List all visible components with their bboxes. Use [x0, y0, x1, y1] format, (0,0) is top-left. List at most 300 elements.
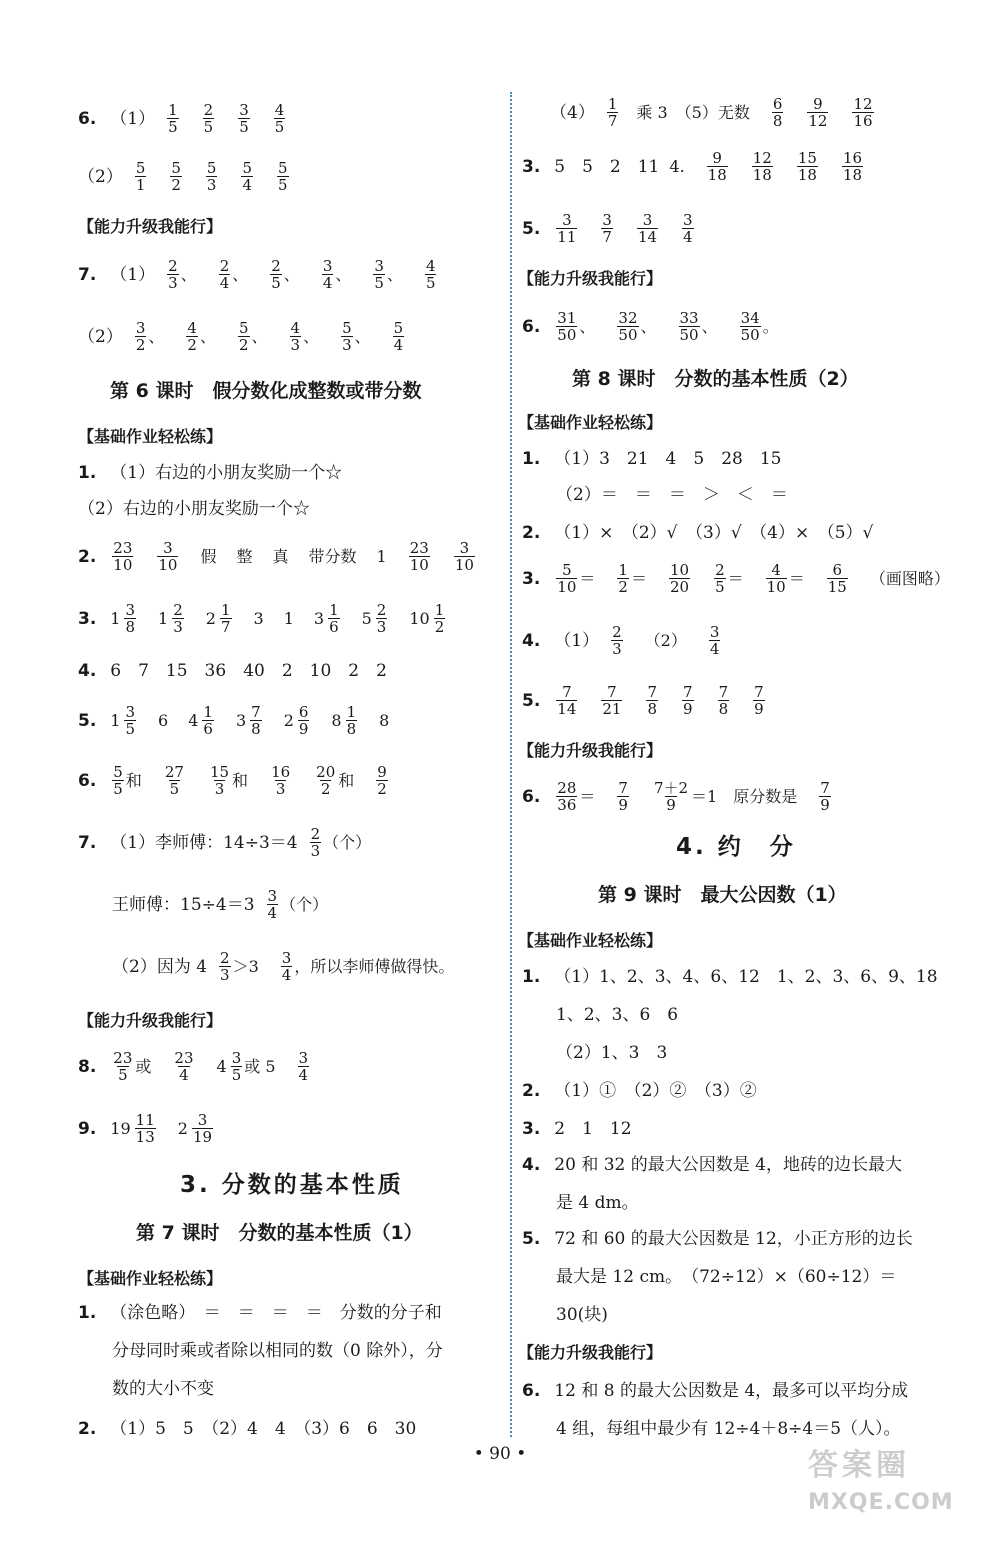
answer-items	[78, 540, 497, 573]
question-number: 4.	[522, 630, 541, 651]
answer-item	[645, 630, 687, 652]
answer-text: （1）① （2）② （3）②	[554, 1081, 757, 1101]
mixed-number-whole: 4	[216, 1056, 227, 1076]
answer-items	[522, 780, 853, 813]
item-suffix: 、	[180, 264, 197, 284]
answer-line	[78, 826, 391, 859]
answer-text: 30(块)	[556, 1305, 608, 1325]
item-text: 整	[236, 546, 253, 566]
answer-items	[522, 562, 970, 595]
question-number: 3.	[522, 156, 541, 177]
fraction-numerator: 7	[820, 779, 830, 797]
fraction-numerator: 3	[683, 211, 693, 229]
answer-line	[522, 780, 853, 813]
fraction-numerator: 7	[607, 683, 617, 701]
answer-item	[738, 310, 779, 343]
fraction	[753, 684, 765, 717]
answer-line	[556, 1004, 678, 1026]
item-text: 假	[200, 546, 217, 566]
answer-label: （2）	[78, 326, 123, 347]
fraction-denominator: 5	[274, 118, 285, 136]
answer-line	[110, 380, 421, 403]
answer-item	[110, 540, 135, 573]
answer-text: 12 和 8 的最大公因数是 4，最多可以平均分成	[554, 1381, 909, 1401]
answer-item	[308, 826, 372, 859]
fraction-numerator: 3	[125, 703, 136, 721]
answer-line	[522, 448, 781, 470]
answer-item	[374, 764, 390, 797]
fraction-numerator: 23	[409, 539, 429, 557]
fraction-denominator: 5	[169, 780, 180, 798]
item-text: 3	[253, 608, 264, 628]
fraction-numerator: 3	[135, 319, 146, 337]
section-tag: 【基础作业轻松练】	[78, 427, 223, 446]
fraction	[290, 320, 302, 353]
fraction	[328, 602, 340, 635]
unit-title: 4. 约 分	[676, 834, 796, 860]
fraction-denominator: 3	[168, 274, 178, 292]
fraction	[173, 1050, 194, 1083]
fraction-numerator: 2	[219, 257, 230, 275]
mixed-number-whole: 1	[110, 608, 121, 628]
fraction	[617, 562, 629, 595]
fraction	[556, 212, 577, 245]
fraction-denominator: 3	[290, 336, 301, 354]
answer-item	[133, 160, 149, 193]
answer-item	[554, 780, 595, 813]
fraction-numerator: 5	[206, 159, 217, 177]
item-suffix: ＝	[630, 568, 647, 588]
answer-text-line	[522, 1192, 902, 1214]
answer-item	[870, 568, 950, 590]
fraction-denominator: 4	[683, 228, 693, 246]
answer-item	[605, 96, 750, 129]
fraction	[556, 684, 577, 717]
answer-item	[751, 684, 767, 717]
fraction	[274, 102, 286, 135]
answer-item	[339, 320, 371, 353]
answer-item	[615, 780, 631, 813]
item-suffix: 和	[125, 770, 142, 790]
answer-text-line	[78, 1302, 443, 1324]
answer-label: （1）	[110, 264, 156, 285]
answer-item	[296, 1050, 312, 1083]
answer-item	[423, 258, 439, 291]
question-number: 4.	[522, 1155, 541, 1175]
fraction	[186, 320, 198, 353]
item-text: 6	[158, 710, 169, 730]
fraction-numerator: 7	[683, 683, 693, 701]
answer-line	[522, 212, 716, 245]
answer-line	[78, 1010, 222, 1032]
fraction-denominator: 3	[220, 966, 230, 984]
fraction-denominator: 2	[187, 336, 197, 354]
question-number: 6.	[78, 770, 97, 791]
fraction-denominator: 10	[113, 556, 133, 574]
item-suffix: ＝	[579, 786, 596, 806]
fraction	[310, 826, 322, 859]
fraction	[192, 1112, 213, 1145]
fraction-denominator: 36	[557, 796, 577, 814]
answer-line	[78, 1050, 331, 1083]
question-number: 5.	[522, 218, 541, 239]
fraction-denominator: 3	[275, 780, 286, 798]
watermark-top: 答案圈	[808, 1448, 910, 1483]
fraction	[601, 212, 613, 245]
question-number: 7.	[78, 264, 97, 285]
fraction-numerator: 6	[298, 703, 309, 721]
answer-text-line	[78, 1378, 443, 1400]
section-tag: 【能力升级我能行】	[518, 741, 663, 760]
fraction-numerator: 3	[459, 539, 470, 557]
fraction-numerator: 5	[242, 159, 253, 177]
item-suffix: 或	[135, 1056, 152, 1076]
answer-items	[78, 704, 409, 737]
answer-items	[522, 310, 799, 343]
answer-line	[136, 1222, 423, 1245]
fraction-denominator: 50	[679, 326, 699, 344]
fraction-denominator: 19	[192, 1128, 213, 1146]
answer-item	[275, 160, 291, 193]
answer-line	[78, 764, 410, 797]
fraction-numerator: 2	[612, 623, 622, 641]
answer-item	[599, 684, 624, 717]
fraction-denominator: 8	[251, 720, 261, 738]
fraction-numerator: 3	[709, 623, 720, 641]
fraction-numerator: 10	[669, 561, 690, 579]
fraction-denominator: 5	[125, 720, 136, 738]
answer-item	[677, 310, 718, 343]
answer-items	[78, 102, 307, 135]
item-suffix: （个）	[280, 894, 329, 914]
fraction-numerator: 2	[173, 601, 183, 619]
fraction	[124, 704, 136, 737]
answer-items	[78, 258, 458, 291]
fraction-denominator: 12	[808, 112, 828, 130]
answer-line	[522, 150, 885, 183]
question-number: 5.	[78, 710, 97, 731]
answer-item	[155, 540, 180, 573]
answer-item	[712, 562, 744, 595]
answer-label: 5 5 2 11	[554, 156, 660, 177]
mixed-number-whole: 2	[283, 710, 294, 730]
answer-line	[572, 368, 859, 391]
fraction-numerator: 7	[562, 683, 572, 701]
fraction-numerator: 3	[322, 257, 333, 275]
answer-item	[609, 624, 625, 657]
answer-item	[284, 608, 294, 630]
answer-item	[409, 602, 447, 635]
fraction-numerator: 7	[618, 779, 628, 797]
question-number: 2.	[522, 523, 541, 543]
fraction-denominator: 10	[409, 556, 429, 574]
fraction-denominator: 1	[135, 176, 146, 194]
question-number: 1.	[78, 463, 97, 483]
answer-item	[201, 102, 217, 135]
fraction-denominator: 10	[766, 578, 786, 596]
item-suffix: 、	[251, 326, 268, 346]
answer-line	[78, 1302, 443, 1416]
answer-item	[379, 710, 389, 732]
answer-line	[550, 96, 896, 129]
fraction-denominator: 5	[715, 578, 725, 596]
fraction-numerator: 23	[113, 539, 133, 557]
item-suffix: （个）	[323, 832, 372, 852]
answer-item	[236, 102, 252, 135]
fraction	[298, 1050, 310, 1083]
mixed-number-whole: 2	[205, 608, 216, 628]
answer-item	[272, 102, 288, 135]
fraction-denominator: 3	[310, 842, 321, 860]
fraction-denominator: 6	[203, 720, 213, 738]
fraction-denominator: 15	[827, 578, 847, 596]
answer-item	[651, 780, 797, 813]
answer-text-line	[522, 1418, 908, 1440]
answer-item	[237, 546, 253, 568]
answer-items	[78, 602, 467, 635]
fraction	[827, 562, 848, 595]
answer-line	[676, 836, 796, 860]
fraction-denominator: 2	[434, 618, 445, 636]
answer-item	[158, 710, 168, 732]
fraction-denominator: 4	[709, 640, 720, 658]
fraction-numerator: 5	[393, 319, 404, 337]
answer-items	[550, 96, 896, 129]
answer-items	[78, 1112, 235, 1145]
lesson-title: 第 9 课时 最大公因数（1）	[598, 884, 847, 906]
fraction-numerator: 1	[434, 601, 445, 619]
answer-line	[180, 1174, 404, 1198]
mixed-number-whole: 10	[409, 608, 430, 628]
fraction-numerator: 3	[642, 211, 653, 229]
answer-text-line	[522, 1380, 908, 1402]
fraction-numerator: 1	[346, 703, 357, 721]
fraction	[752, 150, 773, 183]
fraction-denominator: 8	[125, 618, 136, 636]
answer-item	[770, 96, 786, 129]
fraction-denominator: 4	[219, 274, 230, 292]
fraction	[112, 764, 124, 797]
fraction	[807, 96, 828, 129]
fraction-numerator: 3	[602, 211, 612, 229]
fraction	[202, 704, 214, 737]
item-text: （画图略）	[869, 568, 950, 588]
fraction-numerator: 6	[832, 561, 843, 579]
answer-item	[371, 258, 403, 291]
answer-text: 2 1 12	[554, 1119, 632, 1139]
fraction	[842, 150, 863, 183]
answer-text: 数的大小不变	[112, 1379, 214, 1399]
fraction-numerator: 7＋2	[653, 779, 689, 797]
answer-items	[522, 684, 787, 717]
watermark-logo	[808, 1440, 976, 1536]
answer-items	[522, 624, 742, 657]
answer-text: （1）1、2、3、4、6、12 1、2、3、6、9、18	[554, 967, 938, 987]
fraction-denominator: 18	[797, 166, 817, 184]
fraction	[611, 624, 623, 657]
item-suffix: ＝	[788, 568, 805, 588]
fraction-numerator: 5	[278, 159, 288, 177]
fraction	[172, 602, 184, 635]
answer-item	[200, 546, 216, 568]
watermark-bottom: MXQE.COM	[808, 1490, 954, 1515]
answer-item	[554, 562, 595, 595]
lesson-title: 第 6 课时 假分数化成整数或带分数	[110, 380, 422, 402]
page-number: • 90 •	[473, 1444, 527, 1464]
question-number: 6.	[522, 1381, 541, 1401]
answer-item	[750, 150, 775, 183]
answer-item	[805, 96, 830, 129]
fraction-denominator: 5	[231, 1066, 242, 1084]
fraction	[376, 602, 388, 635]
mixed-number-whole: 19	[110, 1118, 131, 1138]
fraction-denominator: 5	[118, 1066, 128, 1084]
item-text: （2）	[644, 630, 687, 650]
answer-text: （1）5 5 （2）4 4 （3）6 6 30	[110, 1419, 417, 1439]
question-number: 3.	[522, 568, 541, 589]
fraction-numerator: 31	[557, 309, 577, 327]
answer-item	[362, 602, 390, 635]
fraction	[219, 950, 231, 983]
answer-text: （1）3 21 4 5 28 15	[554, 449, 782, 469]
answer-item	[391, 320, 407, 353]
fraction-numerator: 16	[842, 149, 863, 167]
item-suffix: 、	[232, 264, 249, 284]
fraction	[669, 562, 690, 595]
fraction-numerator: 3	[197, 1111, 208, 1129]
fraction	[718, 684, 730, 717]
item-suffix: 和	[232, 770, 249, 790]
fraction	[409, 540, 430, 573]
item-text: 1	[283, 608, 294, 628]
answer-item	[288, 320, 320, 353]
fraction	[206, 160, 218, 193]
fraction-denominator: 2	[618, 578, 628, 596]
answer-text-line	[522, 1266, 913, 1288]
fraction-numerator: 27	[164, 763, 184, 781]
answer-line	[78, 498, 310, 520]
answer-text: 6 7 15 36 40 2 10 2 2	[110, 661, 387, 681]
answer-item	[268, 764, 293, 797]
fraction-denominator: 5	[203, 118, 214, 136]
fraction	[135, 1112, 156, 1145]
fraction-numerator: 5	[135, 159, 146, 177]
question-number: 6.	[78, 108, 97, 129]
fraction-numerator: 2	[376, 601, 387, 619]
fraction-denominator: 10	[454, 556, 474, 574]
answer-line	[78, 320, 426, 353]
question-number: 9.	[78, 1118, 97, 1139]
answer-item	[178, 1112, 215, 1145]
section-tag: 【基础作业轻松练】	[518, 413, 663, 432]
answer-label: 王师傅：15÷4＝3	[112, 894, 255, 915]
answer-line	[522, 624, 742, 657]
answer-item	[377, 546, 387, 568]
answer-line	[78, 426, 222, 448]
fraction-denominator: 7	[607, 112, 618, 130]
fraction-numerator: 32	[618, 309, 638, 327]
fraction	[714, 562, 726, 595]
question-number: 3.	[78, 608, 97, 629]
fraction	[707, 150, 728, 183]
fraction-numerator: 23	[174, 1049, 194, 1067]
answer-item	[667, 562, 692, 595]
question-number: 1.	[522, 449, 541, 469]
fraction-numerator: 7	[251, 703, 261, 721]
fraction	[203, 102, 215, 135]
fraction-numerator: 15	[797, 149, 817, 167]
question-number: 2.	[78, 546, 97, 567]
fraction	[250, 704, 262, 737]
fraction-numerator: 1	[168, 101, 178, 119]
mixed-number-whole: 4	[188, 710, 199, 730]
fraction	[617, 310, 638, 343]
answer-items	[78, 320, 426, 353]
fraction-denominator: 7	[220, 618, 231, 636]
fraction	[167, 258, 179, 291]
answer-item	[840, 150, 865, 183]
answer-item	[165, 102, 181, 135]
answer-item	[331, 704, 359, 737]
fraction-denominator: 4	[267, 904, 278, 922]
item-text: 1	[376, 546, 387, 566]
question-number: 7.	[78, 832, 97, 853]
fraction	[322, 258, 334, 291]
section-tag: 【基础作业轻松练】	[518, 931, 663, 950]
fraction	[454, 540, 475, 573]
fraction-numerator: 5	[342, 319, 352, 337]
answer-item	[599, 212, 615, 245]
lesson-title: 第 8 课时 分数的基本性质（2）	[572, 368, 859, 390]
answer-label: （1）李师傅：14÷3＝4	[110, 832, 298, 853]
mixed-number-whole: 5	[361, 608, 372, 628]
item-suffix: 、	[303, 326, 320, 346]
answer-item	[284, 704, 312, 737]
fraction-numerator: 4	[290, 319, 301, 337]
fraction	[170, 160, 182, 193]
fraction-denominator: 8	[647, 700, 658, 718]
answer-item	[217, 950, 259, 983]
fraction	[135, 320, 147, 353]
fraction-denominator: 3	[214, 780, 225, 798]
fraction-numerator: 15	[209, 763, 230, 781]
answer-text: 分母同时乘或者除以相同的数（0 除外），分	[112, 1341, 443, 1361]
item-text: 4.	[669, 156, 685, 176]
fraction-numerator: 9	[712, 149, 722, 167]
mixed-number-whole: 3	[313, 608, 325, 628]
answer-item	[184, 320, 216, 353]
answer-label: （2）	[78, 166, 123, 187]
fraction-numerator: 11	[135, 1111, 155, 1129]
item-suffix: 、	[335, 264, 352, 284]
fraction-numerator: 2	[220, 949, 230, 967]
answer-items	[112, 888, 348, 921]
fraction-numerator: 28	[557, 779, 577, 797]
fraction-numerator: 12	[853, 95, 873, 113]
answer-item	[158, 602, 186, 635]
fraction	[393, 320, 405, 353]
section-tag: 【能力升级我能行】	[78, 1011, 223, 1030]
answer-line	[518, 268, 662, 290]
answer-item	[110, 1050, 151, 1083]
fraction-denominator: 13	[135, 1128, 155, 1146]
fraction-numerator: 3	[267, 887, 278, 905]
answer-line	[78, 1268, 222, 1290]
fraction-denominator: 2	[135, 336, 146, 354]
fraction-denominator: 8	[346, 720, 357, 738]
answer-text: （2）1、3 3	[556, 1043, 668, 1063]
item-suffix: 、	[283, 264, 300, 284]
